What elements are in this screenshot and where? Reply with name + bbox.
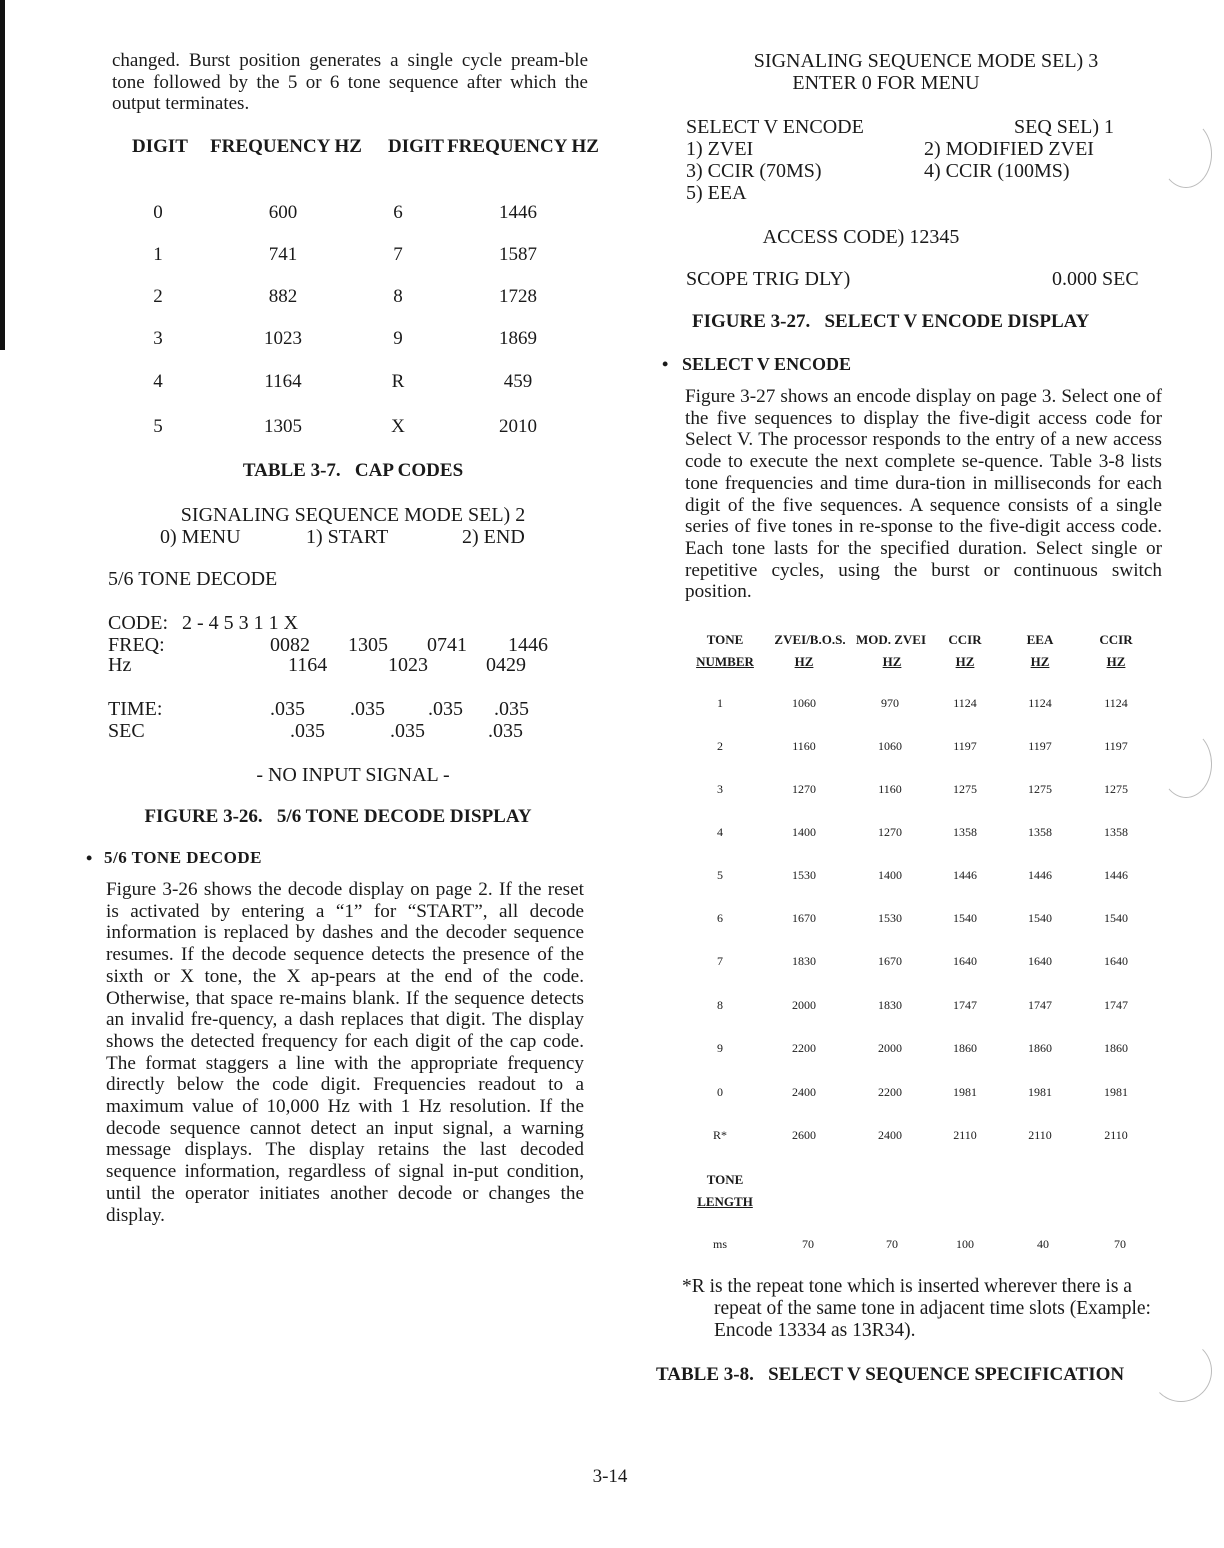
cell: 2110 — [953, 1128, 977, 1142]
header-digit-2: DIGIT — [388, 136, 444, 157]
cell: 70 — [886, 1237, 898, 1251]
table-row — [680, 954, 1160, 972]
cell: 2000 — [792, 998, 816, 1012]
cell: 2110 — [1028, 1128, 1052, 1142]
cell: 6 — [717, 911, 723, 925]
intro-paragraph: changed. Burst position generates a single cycle pream-ble tone followed by the 5 or 6 tone sequence after which the output terminates. — [112, 50, 588, 115]
tone-length-label-top: TONE — [706, 1172, 744, 1187]
cell: 4 — [717, 825, 723, 839]
cell: R — [391, 371, 405, 392]
end-option: 2) END — [462, 526, 525, 548]
cell: ms — [712, 1237, 727, 1251]
cell: 1981 — [953, 1085, 977, 1099]
bullet-icon: • — [662, 354, 669, 374]
cell: 70 — [1114, 1237, 1126, 1251]
cell: 1640 — [1028, 954, 1052, 968]
cell: 1530 — [792, 868, 816, 882]
scan-artifact-mark — [1160, 730, 1212, 798]
freq-value: 0741 — [427, 634, 467, 656]
header-hz: HZ — [882, 654, 902, 669]
cell: 2400 — [878, 1128, 902, 1142]
section-heading-select-v: SELECT V ENCODE — [682, 354, 852, 374]
select-v-section-body: Figure 3-27 shows an encode display on page 3. Select one of the five sequences to display the five-digit access code for Select V. The processor responds to the entry of a new access code to execute the next complete se-quence. Table 3-8 lists tone frequencies and time dura-tion in milliseconds for each digit of the five sequences. A sequence consists of a single series of five tones in re-sponse to the five-digit access code. Each tone lasts for the specified duration. Select single or repetitive cycles, using the burst or continuous switch position. — [685, 386, 1162, 603]
cell: 2 — [717, 739, 723, 753]
scan-artifact-mark — [1160, 120, 1212, 188]
option-ccir-70: 3) CCIR (70MS) — [686, 160, 822, 182]
menu-option: 0) MENU — [160, 526, 241, 548]
option-eea: 5) EEA — [686, 182, 747, 204]
time-value: .035 — [270, 698, 305, 720]
table-row — [680, 1085, 1160, 1103]
table-row — [108, 328, 598, 352]
table-row — [108, 244, 598, 268]
cell: 1124 — [1028, 696, 1052, 710]
table-row — [680, 739, 1160, 757]
cell: 1023 — [264, 328, 302, 349]
cell: 1446 — [499, 202, 537, 223]
table-row — [680, 868, 1160, 886]
sec-label: SEC — [108, 720, 145, 742]
cell: 7 — [393, 244, 403, 265]
cell: 1540 — [1104, 911, 1128, 925]
freq-value: 0429 — [486, 654, 526, 676]
cell: 1640 — [953, 954, 977, 968]
cell: 3 — [153, 328, 163, 349]
header-mod-zvei: MOD. ZVEI — [855, 632, 927, 647]
cell: 70 — [802, 1237, 814, 1251]
cell: 1270 — [792, 782, 816, 796]
cell: 1446 — [1028, 868, 1052, 882]
hz-label: Hz — [108, 654, 132, 676]
time-value: .035 — [390, 720, 425, 742]
cell: 2600 — [792, 1128, 816, 1142]
cell: 1160 — [792, 739, 816, 753]
time-value: .035 — [290, 720, 325, 742]
code-label: CODE: — [108, 612, 168, 634]
cell: 1446 — [1104, 868, 1128, 882]
cell: 1358 — [1104, 825, 1128, 839]
cell: 100 — [956, 1237, 974, 1251]
cell: 1530 — [878, 911, 902, 925]
freq-value: 1164 — [288, 654, 328, 676]
section-heading-decode: 5/6 TONE DECODE — [104, 848, 263, 867]
table-3-8-caption: TABLE 3-8. SELECT V SEQUENCE SPECIFICATION — [656, 1364, 1125, 1385]
freq-value: 0082 — [270, 634, 310, 656]
cell: 1 — [153, 244, 163, 265]
cell: 1981 — [1104, 1085, 1128, 1099]
cell: 1358 — [953, 825, 977, 839]
cell: 7 — [717, 954, 723, 968]
cell: 1747 — [1104, 998, 1128, 1012]
cell: 1540 — [953, 911, 977, 925]
cell: 1670 — [792, 911, 816, 925]
table-row — [680, 911, 1160, 929]
header-hz: HZ — [955, 654, 975, 669]
cell: 1164 — [264, 371, 302, 392]
freq-value: 1305 — [348, 634, 388, 656]
scan-artifact-mark — [1150, 1340, 1212, 1402]
cell: 1860 — [953, 1041, 977, 1055]
header-ccir-2: CCIR — [1099, 632, 1133, 647]
time-value: .035 — [350, 698, 385, 720]
cell: 1124 — [953, 696, 977, 710]
cell: 1540 — [1028, 911, 1052, 925]
time-value: .035 — [494, 698, 529, 720]
cell: 1670 — [878, 954, 902, 968]
cell: 8 — [393, 286, 403, 307]
scope-trig-label: SCOPE TRIG DLY) — [686, 268, 851, 290]
cell: 2010 — [499, 416, 537, 437]
table-row — [108, 416, 598, 440]
cell: 1270 — [878, 825, 902, 839]
header-eea: EEA — [1026, 632, 1054, 647]
cell: 9 — [717, 1041, 723, 1055]
cell: 1 — [717, 696, 723, 710]
no-input-warning: - NO INPUT SIGNAL - — [256, 764, 450, 786]
header-digit-1: DIGIT — [132, 136, 188, 157]
cell: 741 — [268, 244, 298, 265]
freq-label: FREQ: — [108, 634, 165, 656]
option-modified-zvei: 2) MODIFIED ZVEI — [924, 138, 1094, 160]
header-number: NUMBER — [696, 654, 754, 669]
cell: 1275 — [1028, 782, 1052, 796]
table-3-7-caption: TABLE 3-7. CAP CODES — [242, 460, 464, 481]
cell: 1060 — [792, 696, 816, 710]
cell: R* — [712, 1128, 727, 1142]
table-row — [680, 696, 1160, 714]
freq-value: 1023 — [388, 654, 428, 676]
table-row — [680, 825, 1160, 843]
table-row — [680, 998, 1160, 1016]
cell: 3 — [717, 782, 723, 796]
seq-sel: SEQ SEL) 1 — [1014, 116, 1114, 138]
table-row — [108, 371, 598, 395]
figure-3-27-caption: FIGURE 3-27. SELECT V ENCODE DISPLAY — [692, 311, 1090, 332]
select-v-title: SELECT V ENCODE — [686, 116, 864, 138]
cell: 1124 — [1104, 696, 1128, 710]
cell: 1728 — [499, 286, 537, 307]
cell: 4 — [153, 371, 163, 392]
cell: 1400 — [878, 868, 902, 882]
cell: 2400 — [792, 1085, 816, 1099]
cell: 2110 — [1104, 1128, 1128, 1142]
cell: 6 — [393, 202, 403, 223]
header-hz: HZ — [794, 654, 814, 669]
tone-length-label-bottom: LENGTH — [697, 1194, 753, 1209]
cell: 1358 — [1028, 825, 1052, 839]
cell: 0 — [153, 202, 163, 223]
time-label: TIME: — [108, 698, 163, 720]
cell: 2200 — [878, 1085, 902, 1099]
header-tone: TONE — [706, 632, 744, 647]
binding-edge-bar — [0, 0, 5, 350]
time-value: .035 — [488, 720, 523, 742]
cell: 1747 — [1028, 998, 1052, 1012]
cell: 1587 — [499, 244, 537, 265]
header-frequency-1: FREQUENCY HZ — [210, 136, 362, 157]
header-hz: HZ — [1106, 654, 1126, 669]
cell: 9 — [393, 328, 403, 349]
cell: 1197 — [1104, 739, 1128, 753]
table-row — [680, 782, 1160, 800]
code-value: 2 - 4 5 3 1 1 X — [182, 612, 299, 634]
cell: 1981 — [1028, 1085, 1052, 1099]
header-zvei: ZVEI/B.O.S. — [774, 632, 846, 647]
cell: 882 — [268, 286, 298, 307]
cell: 1860 — [1104, 1041, 1128, 1055]
cell: 5 — [153, 416, 163, 437]
repeat-tone-footnote: *R is the repeat tone which is inserted wherever there is a repeat of the same tone in adjacent time slots (Example: Encode 13334 as 13R34). — [682, 1276, 1151, 1341]
cell: 1197 — [1028, 739, 1052, 753]
cell: 1275 — [1104, 782, 1128, 796]
cell: 1197 — [953, 739, 977, 753]
table-row — [680, 1237, 1160, 1255]
cell: 1747 — [953, 998, 977, 1012]
cell: 5 — [717, 868, 723, 882]
decode-section-body: Figure 3-26 shows the decode display on page 2. If the reset is activated by entering a “1” for “START”, all decode information is replaced by dashes and the decoder sequence resumes. If the decode sequence detects the presence of the sixth or X tone, the X ap-pears at the end of the code. Otherwise, that space re-mains blank. If the sequence detects an invalid fre-quency, a dash replaces that digit. The display shows the detected frequency for each digit of the cap code. The format staggers a line with the appropriate frequency directly below the code digit. Frequencies readout to a maximum value of 10,000 Hz with 1 Hz resolution. If the decode sequence cannot detect an input signal, a warning message displays. The display retains the last decoded sequence information, regardless of signal in-put condition, until the operator initiates another decode or changes the display. — [106, 879, 584, 1226]
cell: 2000 — [878, 1041, 902, 1055]
table-row — [680, 1128, 1160, 1146]
time-value: .035 — [428, 698, 463, 720]
page-number: 3-14 — [592, 1466, 628, 1487]
cell: 459 — [503, 371, 533, 392]
cell: 1400 — [792, 825, 816, 839]
cell: 1869 — [499, 328, 537, 349]
freq-value: 1446 — [508, 634, 548, 656]
option-ccir-100: 4) CCIR (100MS) — [924, 160, 1070, 182]
table-row — [108, 202, 598, 226]
access-code: ACCESS CODE) 12345 — [762, 226, 960, 248]
cell: 1305 — [264, 416, 302, 437]
cell: 0 — [717, 1085, 723, 1099]
cell: 40 — [1037, 1237, 1049, 1251]
cell: 1640 — [1104, 954, 1128, 968]
bullet-icon: • — [86, 848, 93, 868]
cell: 600 — [268, 202, 298, 223]
display-mode-line: SIGNALING SEQUENCE MODE SEL) 2 — [180, 504, 526, 526]
cell: 2 — [153, 286, 163, 307]
header-frequency-2: FREQUENCY HZ — [447, 136, 599, 157]
cell: 1446 — [953, 868, 977, 882]
header-hz: HZ — [1030, 654, 1050, 669]
figure-3-26-caption: FIGURE 3-26. 5/6 TONE DECODE DISPLAY — [144, 806, 532, 827]
cell: 1830 — [792, 954, 816, 968]
cell: 1830 — [878, 998, 902, 1012]
cell: 970 — [881, 696, 899, 710]
decode-mode-label: 5/6 TONE DECODE — [108, 568, 278, 590]
cell: 8 — [717, 998, 723, 1012]
cell: 1060 — [878, 739, 902, 753]
cell: X — [391, 416, 405, 437]
cell: 2200 — [792, 1041, 816, 1055]
display-menu-hint: ENTER 0 FOR MENU — [792, 72, 980, 94]
start-option: 1) START — [306, 526, 389, 548]
cell: 1160 — [878, 782, 902, 796]
header-ccir: CCIR — [948, 632, 982, 647]
option-zvei: 1) ZVEI — [686, 138, 754, 160]
cell: 1860 — [1028, 1041, 1052, 1055]
table-row — [108, 286, 598, 310]
display-mode-line: SIGNALING SEQUENCE MODE SEL) 3 — [753, 50, 1099, 72]
scope-trig-value: 0.000 SEC — [1052, 268, 1139, 290]
cell: 1275 — [953, 782, 977, 796]
table-row — [680, 1041, 1160, 1059]
